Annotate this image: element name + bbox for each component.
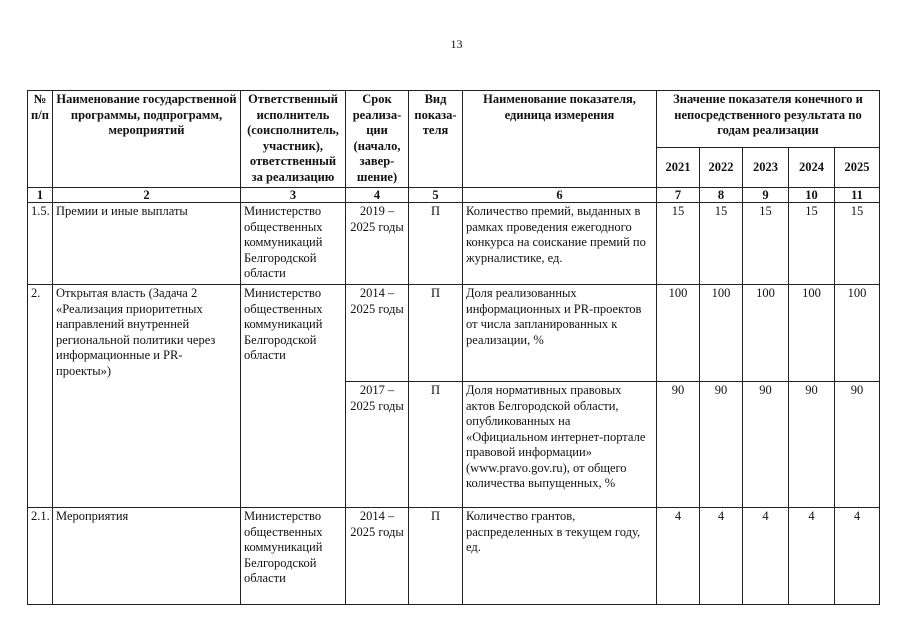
row-indicator: Доля реализованных информационных и PR-проектов от числа запланированных к реализации, % [463, 285, 657, 382]
row-indicator: Количество грантов, распределенных в текущем году, ед. [463, 508, 657, 605]
row-responsible: Министерство общественных коммуникаций Белгородской области [241, 203, 346, 285]
row-value: 100 [835, 285, 880, 382]
col-number: 11 [835, 188, 880, 203]
header-year: 2023 [743, 148, 789, 188]
row-value: 4 [789, 508, 835, 605]
header-year: 2025 [835, 148, 880, 188]
row-value: 15 [657, 203, 700, 285]
row-kind: П [409, 508, 463, 605]
row-value: 90 [700, 382, 743, 508]
col-number: 7 [657, 188, 700, 203]
header-year: 2024 [789, 148, 835, 188]
row-responsible: Министерство общественных коммуникаций Белгородской области [241, 285, 346, 508]
row-kind: П [409, 285, 463, 382]
col-number: 4 [346, 188, 409, 203]
header-responsible: Ответственный исполнитель (соисполнитель, участник), ответственный за реализацию [241, 91, 346, 188]
row-value: 100 [789, 285, 835, 382]
row-name: Открытая власть (Задача 2 «Реализация приоритетных направлений внутренней региональной политики через информационные и PR-проекты») [53, 285, 241, 508]
col-number: 3 [241, 188, 346, 203]
row-value: 90 [835, 382, 880, 508]
header-indicator: Наименование показателя, единица измерения [463, 91, 657, 188]
row-kind: П [409, 382, 463, 508]
row-term: 2019 – 2025 годы [346, 203, 409, 285]
row-responsible: Министерство общественных коммуникаций Белгородской области [241, 508, 346, 605]
row-term: 2014 – 2025 годы [346, 508, 409, 605]
column-numbers-row [28, 188, 880, 203]
table-row [28, 285, 880, 382]
col-number: 6 [463, 188, 657, 203]
page-number: 13 [450, 37, 463, 51]
header-year: 2022 [700, 148, 743, 188]
row-term: 2017 – 2025 годы [346, 382, 409, 508]
row-name: Мероприятия [53, 508, 241, 605]
col-number: 5 [409, 188, 463, 203]
row-value: 4 [743, 508, 789, 605]
table-row [28, 508, 880, 605]
row-value: 100 [657, 285, 700, 382]
row-num: 2.1. [28, 508, 53, 605]
header-name: Наименование государственной программы, подпрограмм, мероприятий [53, 91, 241, 188]
header-term: Срок реализа-ции (начало, завер-шение) [346, 91, 409, 188]
row-value: 90 [743, 382, 789, 508]
row-value: 4 [835, 508, 880, 605]
row-value: 15 [700, 203, 743, 285]
row-name: Премии и иные выплаты [53, 203, 241, 285]
row-term: 2014 – 2025 годы [346, 285, 409, 382]
row-num: 1.5. [28, 203, 53, 285]
col-number: 9 [743, 188, 789, 203]
row-value: 100 [700, 285, 743, 382]
header-year: 2021 [657, 148, 700, 188]
col-number: 10 [789, 188, 835, 203]
row-value: 90 [789, 382, 835, 508]
row-indicator: Количество премий, выданных в рамках проведения ежегодного конкурса на соискание премий по журналистике, ед. [463, 203, 657, 285]
row-value: 15 [789, 203, 835, 285]
row-value: 4 [657, 508, 700, 605]
header-row-1 [28, 91, 880, 148]
header-values: Значение показателя конечного и непосредственного результата по годам реализации [657, 91, 880, 148]
indicators-table [27, 90, 880, 605]
row-value: 4 [700, 508, 743, 605]
row-value: 15 [835, 203, 880, 285]
table-row [28, 203, 880, 285]
row-value: 15 [743, 203, 789, 285]
row-indicator: Доля нормативных правовых актов Белгородской области, опубликованных на «Официальном интернет-портале правовой информации» (www.pravo.gov.ru), от общего количества выпущенных, % [463, 382, 657, 508]
col-number: 8 [700, 188, 743, 203]
row-value: 100 [743, 285, 789, 382]
row-num: 2. [28, 285, 53, 508]
header-kind: Вид показа-теля [409, 91, 463, 188]
header-num: № п/п [28, 91, 53, 188]
row-value: 90 [657, 382, 700, 508]
col-number: 1 [28, 188, 53, 203]
col-number: 2 [53, 188, 241, 203]
row-kind: П [409, 203, 463, 285]
